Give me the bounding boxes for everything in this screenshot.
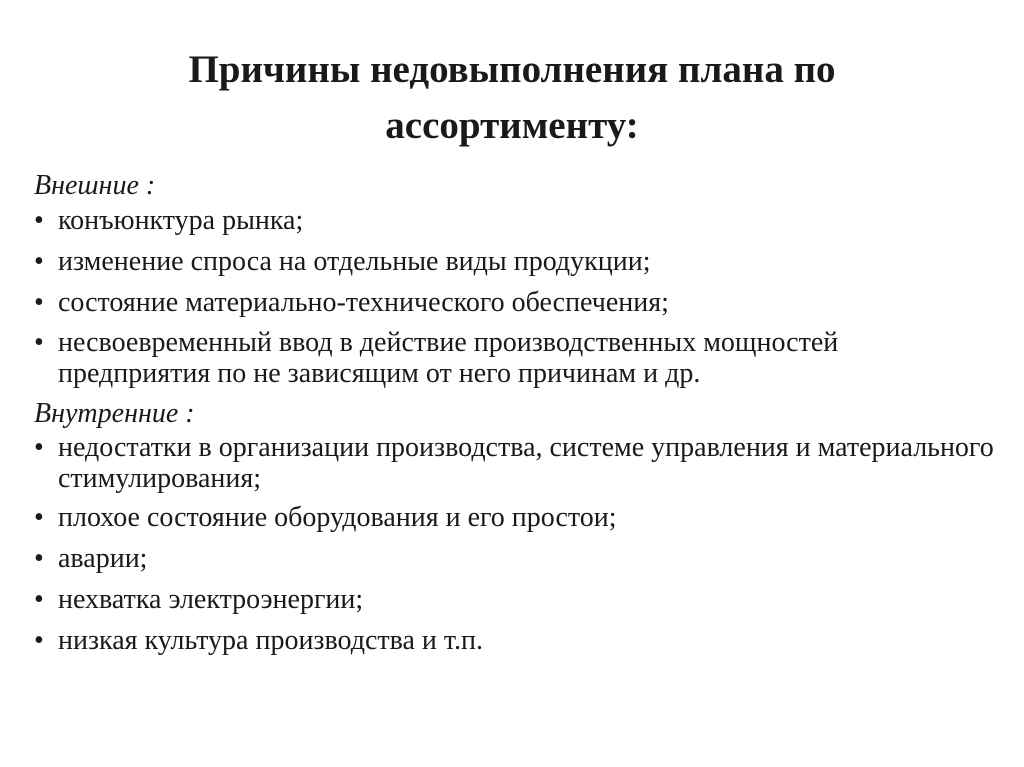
list-item	[34, 432, 994, 494]
list-item-text: состояние материально-технического обеспечения;	[58, 287, 669, 318]
list-item	[34, 624, 994, 658]
slide-body	[34, 168, 994, 665]
slide-title	[0, 42, 1024, 154]
heading-colon: :	[178, 398, 195, 429]
bullet-icon: •	[34, 625, 44, 656]
list-item-text: аварии;	[58, 543, 148, 574]
list-item-text: конъюнктура рынка;	[58, 205, 304, 236]
list-item-text: нехватка электроэнергии;	[58, 584, 364, 615]
section-heading-text: Внешние	[34, 170, 139, 201]
list-item-text: несвоевременный ввод в действие производственных мощностей предприятия по не зависящим от него причинам и др.	[58, 327, 839, 389]
list-item	[34, 204, 994, 238]
list-item	[34, 583, 994, 617]
bullet-icon: •	[34, 543, 44, 574]
list-item	[34, 286, 994, 320]
list-item	[34, 245, 994, 279]
slide-title-line-2: ассортименту:	[385, 104, 639, 147]
section-heading-text: Внутренние	[34, 398, 179, 429]
section-heading-internal	[34, 396, 994, 432]
list-item	[34, 327, 994, 389]
heading-colon: :	[138, 170, 156, 201]
list-item	[34, 501, 994, 535]
bullet-icon: •	[34, 287, 44, 318]
list-item-text: изменение спроса на отдельные виды продукции;	[58, 246, 651, 277]
section-heading-external	[34, 168, 994, 204]
bullet-icon: •	[34, 432, 44, 463]
bullet-icon: •	[34, 502, 44, 533]
bullet-icon: •	[34, 246, 44, 277]
list-item-text: недостатки в организации производства, системе управления и материального стимулирования;	[58, 432, 994, 494]
list-item	[34, 542, 994, 576]
slide-title-line-1: Причины недовыполнения плана по	[188, 48, 836, 91]
bullet-icon: •	[34, 327, 44, 358]
list-item-text: плохое состояние оборудования и его простои;	[58, 502, 617, 533]
list-item-text: низкая культура производства и т.п.	[58, 625, 484, 656]
bullet-icon: •	[34, 584, 44, 615]
bullet-icon: •	[34, 205, 44, 236]
